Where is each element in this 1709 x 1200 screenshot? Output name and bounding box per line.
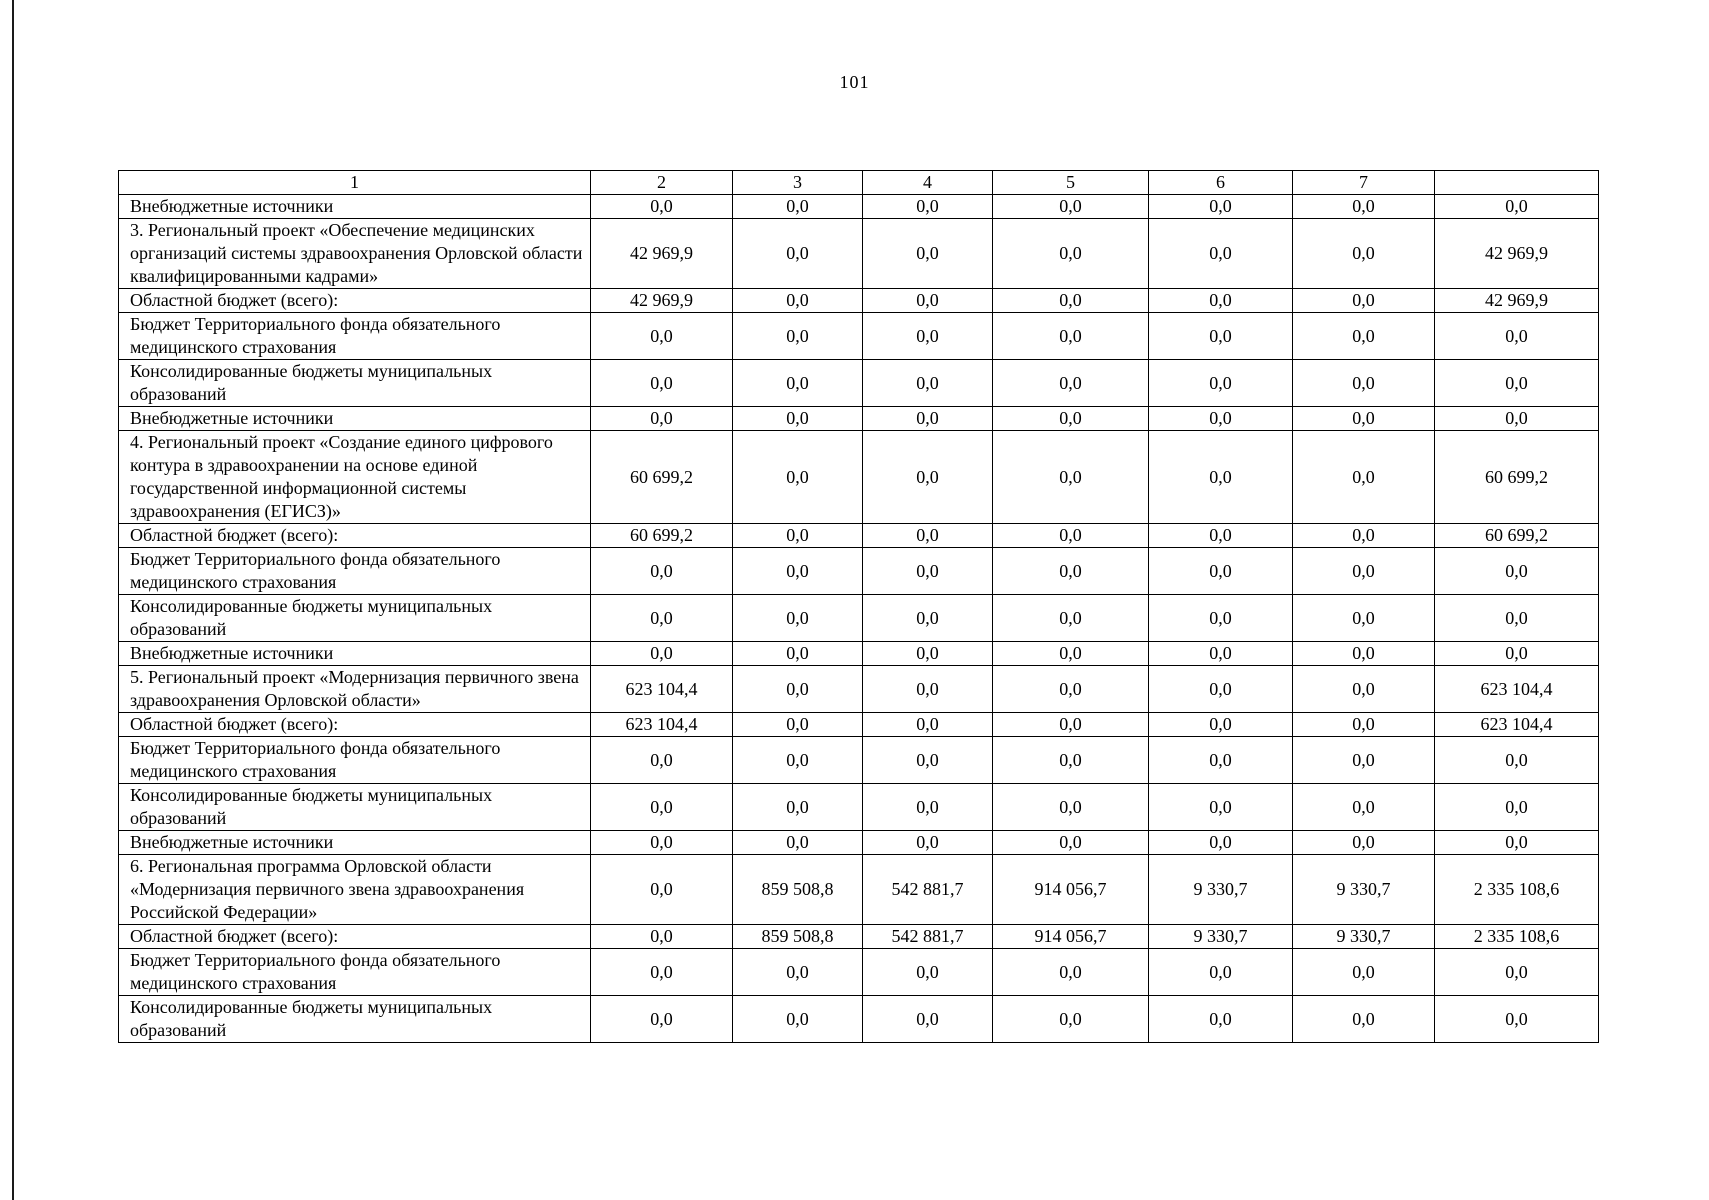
table-row	[119, 784, 1599, 831]
value-cell: 0,0	[733, 642, 863, 666]
value-cell: 0,0	[1149, 737, 1293, 784]
value-cell: 0,0	[993, 289, 1149, 313]
value-cell: 623 104,4	[591, 713, 733, 737]
value-cell: 0,0	[863, 949, 993, 996]
value-cell: 0,0	[1149, 407, 1293, 431]
table-row	[119, 313, 1599, 360]
row-label-cell: 5. Региональный проект «Модернизация первичного звена здравоохранения Орловской области»	[119, 666, 591, 713]
value-cell: 0,0	[1293, 524, 1435, 548]
row-label-cell: Консолидированные бюджеты муниципальных образований	[119, 595, 591, 642]
value-cell: 0,0	[1293, 713, 1435, 737]
value-cell: 0,0	[1293, 313, 1435, 360]
value-cell: 0,0	[863, 784, 993, 831]
table-row	[119, 666, 1599, 713]
value-cell: 0,0	[1293, 737, 1435, 784]
row-label-cell: Бюджет Территориального фонда обязательного медицинского страхования	[119, 737, 591, 784]
row-label-cell: Внебюджетные источники	[119, 831, 591, 855]
row-label-cell: 4. Региональный проект «Создание единого цифрового контура в здравоохранении на основе единой государственной информационной системы здравоохранения (ЕГИСЗ)»	[119, 431, 591, 524]
header-cell: 4	[863, 171, 993, 195]
value-cell: 0,0	[591, 831, 733, 855]
value-cell: 0,0	[1435, 784, 1599, 831]
value-cell: 0,0	[863, 313, 993, 360]
value-cell: 0,0	[863, 219, 993, 289]
value-cell: 0,0	[733, 666, 863, 713]
value-cell: 60 699,2	[591, 524, 733, 548]
value-cell: 0,0	[591, 195, 733, 219]
value-cell: 0,0	[993, 666, 1149, 713]
row-label-cell: Областной бюджет (всего):	[119, 289, 591, 313]
table-row	[119, 996, 1599, 1043]
value-cell: 0,0	[863, 996, 993, 1043]
value-cell: 60 699,2	[1435, 431, 1599, 524]
value-cell: 0,0	[863, 713, 993, 737]
table-row	[119, 925, 1599, 949]
value-cell: 2 335 108,6	[1435, 855, 1599, 925]
value-cell: 0,0	[993, 642, 1149, 666]
value-cell: 859 508,8	[733, 855, 863, 925]
row-label-cell: Консолидированные бюджеты муниципальных образований	[119, 784, 591, 831]
value-cell: 0,0	[993, 548, 1149, 595]
table-row	[119, 642, 1599, 666]
value-cell: 0,0	[993, 831, 1149, 855]
row-label-cell: Консолидированные бюджеты муниципальных образований	[119, 996, 591, 1043]
value-cell: 0,0	[733, 219, 863, 289]
table-row	[119, 548, 1599, 595]
value-cell: 60 699,2	[1435, 524, 1599, 548]
value-cell: 0,0	[1293, 666, 1435, 713]
value-cell: 9 330,7	[1293, 925, 1435, 949]
value-cell: 0,0	[1149, 360, 1293, 407]
value-cell: 0,0	[1293, 360, 1435, 407]
value-cell: 0,0	[591, 996, 733, 1043]
row-label-cell: 3. Региональный проект «Обеспечение медицинских организаций системы здравоохранения Орловской области квалифицированными кадрами»	[119, 219, 591, 289]
value-cell: 42 969,9	[591, 289, 733, 313]
header-cell: 6	[1149, 171, 1293, 195]
value-cell: 914 056,7	[993, 925, 1149, 949]
row-label-cell: Внебюджетные источники	[119, 642, 591, 666]
value-cell: 0,0	[863, 524, 993, 548]
row-label-cell: Областной бюджет (всего):	[119, 524, 591, 548]
value-cell: 0,0	[591, 642, 733, 666]
header-cell: 3	[733, 171, 863, 195]
value-cell: 0,0	[863, 289, 993, 313]
table-row	[119, 360, 1599, 407]
value-cell: 0,0	[993, 524, 1149, 548]
value-cell: 0,0	[591, 360, 733, 407]
header-cell: 2	[591, 171, 733, 195]
value-cell: 0,0	[1293, 949, 1435, 996]
value-cell: 0,0	[863, 195, 993, 219]
value-cell: 0,0	[1435, 831, 1599, 855]
value-cell: 623 104,4	[1435, 713, 1599, 737]
value-cell: 0,0	[591, 784, 733, 831]
value-cell: 0,0	[1435, 642, 1599, 666]
header-cell: 5	[993, 171, 1149, 195]
header-cell: 7	[1293, 171, 1435, 195]
table-row	[119, 831, 1599, 855]
value-cell: 9 330,7	[1149, 925, 1293, 949]
value-cell: 0,0	[1149, 949, 1293, 996]
value-cell: 0,0	[863, 831, 993, 855]
value-cell: 0,0	[993, 737, 1149, 784]
row-label-cell: Внебюджетные источники	[119, 195, 591, 219]
value-cell: 0,0	[1435, 360, 1599, 407]
table-row	[119, 737, 1599, 784]
table-row	[119, 195, 1599, 219]
row-label-cell: Областной бюджет (всего):	[119, 713, 591, 737]
value-cell: 0,0	[1293, 642, 1435, 666]
value-cell: 9 330,7	[1149, 855, 1293, 925]
budget-table	[118, 170, 1599, 1043]
value-cell: 0,0	[1149, 289, 1293, 313]
table-row	[119, 524, 1599, 548]
value-cell: 0,0	[733, 195, 863, 219]
value-cell: 623 104,4	[591, 666, 733, 713]
value-cell: 0,0	[591, 548, 733, 595]
value-cell: 859 508,8	[733, 925, 863, 949]
value-cell: 0,0	[1293, 195, 1435, 219]
table-row	[119, 431, 1599, 524]
row-label-cell: Бюджет Территориального фонда обязательного медицинского страхования	[119, 548, 591, 595]
value-cell: 0,0	[733, 595, 863, 642]
value-cell: 0,0	[1435, 313, 1599, 360]
value-cell: 0,0	[1293, 407, 1435, 431]
value-cell: 0,0	[993, 996, 1149, 1043]
value-cell: 0,0	[863, 431, 993, 524]
value-cell: 0,0	[993, 407, 1149, 431]
table-row	[119, 289, 1599, 313]
value-cell: 0,0	[733, 831, 863, 855]
value-cell: 0,0	[591, 313, 733, 360]
value-cell: 0,0	[993, 595, 1149, 642]
value-cell: 0,0	[1293, 548, 1435, 595]
value-cell: 542 881,7	[863, 925, 993, 949]
value-cell: 0,0	[1435, 548, 1599, 595]
value-cell: 0,0	[1149, 524, 1293, 548]
value-cell: 0,0	[1435, 595, 1599, 642]
value-cell: 0,0	[993, 713, 1149, 737]
value-cell: 0,0	[733, 713, 863, 737]
value-cell: 0,0	[993, 219, 1149, 289]
value-cell: 0,0	[1149, 548, 1293, 595]
value-cell: 0,0	[1435, 737, 1599, 784]
value-cell: 0,0	[1149, 642, 1293, 666]
value-cell: 0,0	[863, 642, 993, 666]
value-cell: 0,0	[863, 595, 993, 642]
value-cell: 0,0	[1293, 784, 1435, 831]
value-cell: 42 969,9	[591, 219, 733, 289]
value-cell: 2 335 108,6	[1435, 925, 1599, 949]
value-cell: 0,0	[733, 949, 863, 996]
value-cell: 0,0	[591, 925, 733, 949]
value-cell: 0,0	[1293, 996, 1435, 1043]
table-header-row	[119, 171, 1599, 195]
value-cell: 0,0	[863, 548, 993, 595]
value-cell: 0,0	[1293, 831, 1435, 855]
value-cell: 42 969,9	[1435, 219, 1599, 289]
table-row	[119, 713, 1599, 737]
value-cell: 0,0	[1149, 996, 1293, 1043]
value-cell: 0,0	[733, 524, 863, 548]
value-cell: 0,0	[733, 431, 863, 524]
row-label-cell: 6. Региональная программа Орловской области «Модернизация первичного звена здравоохранения Российской Федерации»	[119, 855, 591, 925]
value-cell: 0,0	[1293, 219, 1435, 289]
value-cell: 0,0	[1149, 713, 1293, 737]
value-cell: 0,0	[1149, 831, 1293, 855]
value-cell: 0,0	[733, 313, 863, 360]
value-cell: 0,0	[1293, 289, 1435, 313]
value-cell: 0,0	[1435, 195, 1599, 219]
row-label-cell: Областной бюджет (всего):	[119, 925, 591, 949]
table-row	[119, 949, 1599, 996]
value-cell: 0,0	[993, 313, 1149, 360]
value-cell: 0,0	[733, 548, 863, 595]
value-cell: 0,0	[733, 784, 863, 831]
value-cell: 60 699,2	[591, 431, 733, 524]
table-row	[119, 595, 1599, 642]
value-cell: 0,0	[863, 407, 993, 431]
value-cell: 0,0	[863, 737, 993, 784]
budget-table-body	[119, 171, 1599, 1043]
row-label-cell: Внебюджетные источники	[119, 407, 591, 431]
page-number: 101	[839, 72, 870, 92]
header-cell	[1435, 171, 1599, 195]
value-cell: 9 330,7	[1293, 855, 1435, 925]
value-cell: 542 881,7	[863, 855, 993, 925]
value-cell: 0,0	[1293, 431, 1435, 524]
value-cell: 0,0	[1149, 666, 1293, 713]
value-cell: 0,0	[1149, 219, 1293, 289]
value-cell: 623 104,4	[1435, 666, 1599, 713]
value-cell: 42 969,9	[1435, 289, 1599, 313]
table-row	[119, 219, 1599, 289]
value-cell: 0,0	[1435, 996, 1599, 1043]
value-cell: 0,0	[733, 407, 863, 431]
value-cell: 0,0	[1149, 195, 1293, 219]
value-cell: 0,0	[1149, 431, 1293, 524]
value-cell: 0,0	[993, 431, 1149, 524]
value-cell: 0,0	[591, 407, 733, 431]
value-cell: 0,0	[1435, 407, 1599, 431]
value-cell: 0,0	[1149, 313, 1293, 360]
value-cell: 0,0	[733, 360, 863, 407]
value-cell: 0,0	[733, 737, 863, 784]
value-cell: 0,0	[591, 737, 733, 784]
value-cell: 0,0	[993, 949, 1149, 996]
row-label-cell: Консолидированные бюджеты муниципальных образований	[119, 360, 591, 407]
scan-left-edge-line	[12, 0, 14, 1200]
value-cell: 0,0	[863, 666, 993, 713]
row-label-cell: Бюджет Территориального фонда обязательного медицинского страхования	[119, 949, 591, 996]
value-cell: 0,0	[1293, 595, 1435, 642]
value-cell: 0,0	[1149, 784, 1293, 831]
row-label-cell: Бюджет Территориального фонда обязательного медицинского страхования	[119, 313, 591, 360]
value-cell: 0,0	[733, 289, 863, 313]
header-cell: 1	[119, 171, 591, 195]
value-cell: 0,0	[733, 996, 863, 1043]
value-cell: 0,0	[591, 595, 733, 642]
value-cell: 0,0	[993, 784, 1149, 831]
table-row	[119, 407, 1599, 431]
value-cell: 0,0	[591, 855, 733, 925]
value-cell: 0,0	[993, 360, 1149, 407]
value-cell: 0,0	[1149, 595, 1293, 642]
table-row	[119, 855, 1599, 925]
value-cell: 0,0	[863, 360, 993, 407]
value-cell: 0,0	[1435, 949, 1599, 996]
value-cell: 0,0	[993, 195, 1149, 219]
value-cell: 914 056,7	[993, 855, 1149, 925]
value-cell: 0,0	[591, 949, 733, 996]
